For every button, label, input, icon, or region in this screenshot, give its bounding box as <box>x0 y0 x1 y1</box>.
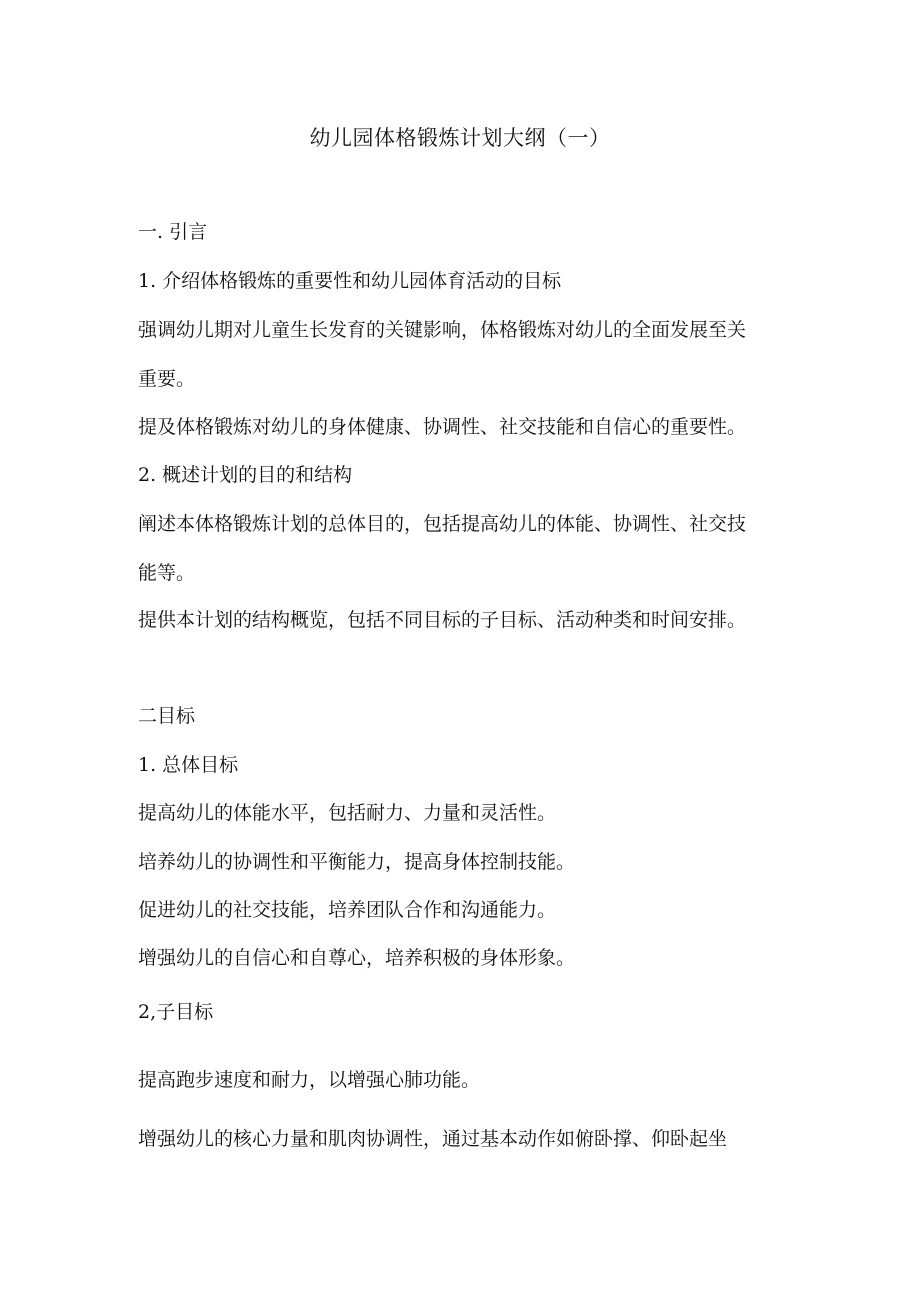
paragraph-line: 阐述本体格锻炼计划的总体目的，包括提高幼儿的体能、协调性、社交技 <box>138 513 747 535</box>
section-heading-goals: 二目标 <box>138 705 196 727</box>
goal-item: 提高幼儿的体能水平，包括耐力、力量和灵活性。 <box>138 802 557 824</box>
paragraph-line: 提供本计划的结构概览，包括不同目标的子目标、活动种类和时间安排。 <box>138 609 747 631</box>
paragraph-line: 重要。 <box>138 368 196 390</box>
subgoal-item: 提高跑步速度和耐力，以增强心肺功能。 <box>138 1069 481 1091</box>
paragraph-line: 能等。 <box>138 562 196 584</box>
subsection-heading: 2. 概述计划的目的和结构 <box>138 464 353 486</box>
goal-item: 促进幼儿的社交技能，培养团队合作和沟通能力。 <box>138 899 557 921</box>
goal-item: 培养幼儿的协调性和平衡能力，提高身体控制技能。 <box>138 851 576 873</box>
subsection-heading: 1. 总体目标 <box>138 754 239 776</box>
document-title: 幼儿园体格锻炼计划大纲（一） <box>309 126 611 150</box>
goal-item: 增强幼儿的自信心和自尊心，培养积极的身体形象。 <box>138 947 576 969</box>
paragraph-line: 强调幼儿期对儿童生长发育的关键影响，体格锻炼对幼儿的全面发展至关 <box>138 319 747 341</box>
subsection-heading: 2,子目标 <box>138 1001 214 1023</box>
subgoal-item: 增强幼儿的核心力量和肌肉协调性，通过基本动作如俯卧撑、仰卧起坐 <box>138 1128 728 1150</box>
paragraph-line: 提及体格锻炼对幼儿的身体健康、协调性、社交技能和自信心的重要性。 <box>138 416 747 438</box>
section-heading-introduction: 一. 引言 <box>138 221 208 243</box>
subsection-heading: 1. 介绍体格锻炼的重要性和幼儿园体育活动的目标 <box>138 270 562 292</box>
